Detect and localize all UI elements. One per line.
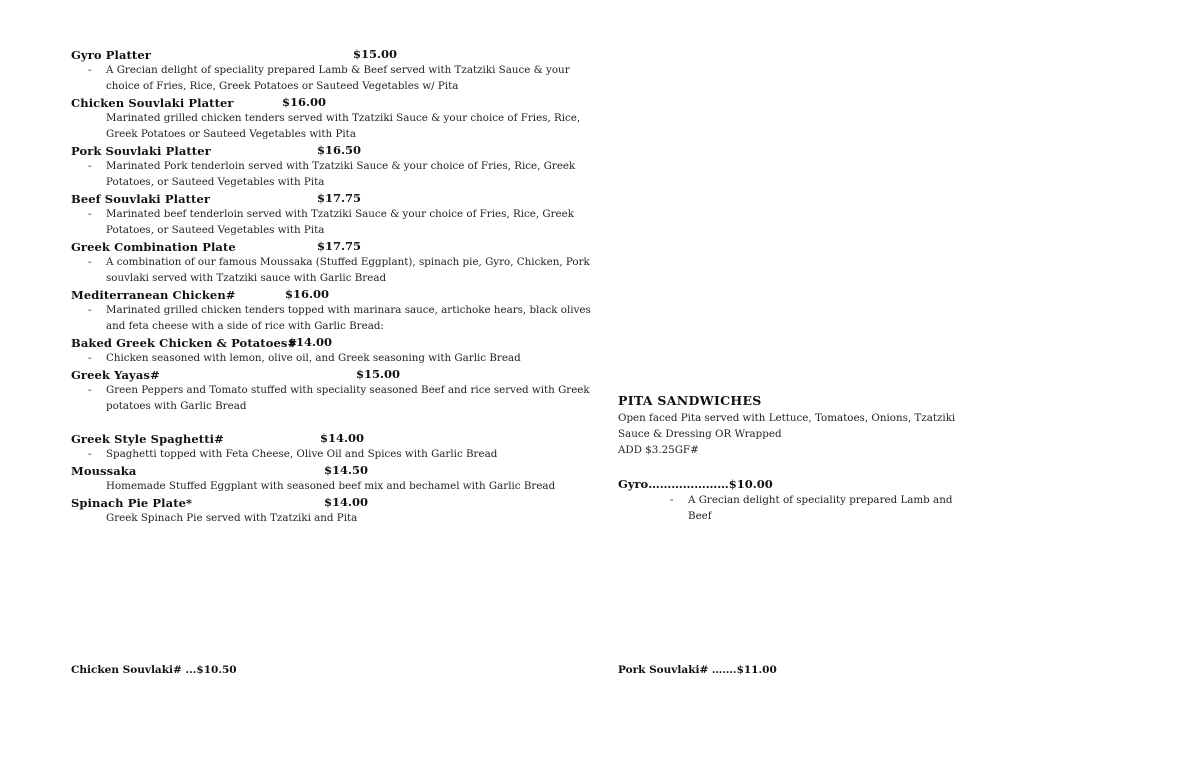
- bullet-dash: -: [88, 160, 92, 172]
- item-name: Mediterranean Chicken#: [71, 288, 236, 302]
- item-price: $15.00: [356, 367, 401, 381]
- gyro-sandwich-description: [618, 492, 978, 524]
- item-description-text: Marinated Pork tenderloin served with Tzatziki Sauce & your choice of Fries, Rice, Greek Potatoes, or Sauteed Vegetables with Pita: [106, 160, 576, 188]
- menu-item-mediterranean-chicken: [71, 286, 591, 334]
- bullet-dash: -: [88, 304, 92, 316]
- item-price: $17.75: [317, 239, 362, 253]
- item-description: [71, 110, 591, 142]
- section-description: Open faced Pita served with Lettuce, Tomatoes, Onions, Tzatziki Sauce & Dressing OR Wrapped: [618, 412, 956, 440]
- item-description: [71, 206, 591, 238]
- platters-column: [71, 46, 591, 526]
- bullet-dash: -: [88, 352, 92, 364]
- item-description-text: Chicken seasoned with lemon, olive oil, and Greek seasoning with Garlic Bread: [106, 352, 521, 364]
- bullet-dash: -: [88, 64, 92, 76]
- gyro-description-text: A Grecian delight of speciality prepared Lamb and Beef: [688, 494, 953, 522]
- item-price: $14.00: [320, 431, 365, 445]
- item-price: $16.00: [282, 95, 327, 109]
- item-price: $16.00: [285, 287, 330, 301]
- bullet-dash: -: [88, 256, 92, 268]
- menu-item-moussaka: [71, 462, 591, 494]
- menu-item-gyro-platter: [71, 46, 591, 94]
- item-description: [71, 446, 591, 462]
- item-price: $15.00: [353, 47, 398, 61]
- item-description: [71, 382, 591, 414]
- item-name: Greek Combination Plate: [71, 240, 236, 254]
- item-price: $14.00: [324, 495, 369, 509]
- spacer: [71, 414, 591, 430]
- menu-item-greek-combination-plate: [71, 238, 591, 286]
- menu-item-pork-souvlaki-platter: [71, 142, 591, 190]
- section-title: PITA SANDWICHES: [618, 393, 762, 408]
- menu-item-greek-style-spaghetti: [71, 430, 591, 462]
- item-name: Greek Style Spaghetti#: [71, 432, 224, 446]
- item-description: [71, 478, 591, 494]
- chicken-souvlaki-sandwich: Chicken Souvlaki# ...$10.50: [71, 664, 237, 676]
- bullet-dash: -: [88, 384, 92, 396]
- menu-item-chicken-souvlaki-platter: [71, 94, 591, 142]
- item-description: [71, 158, 591, 190]
- add-on-note: ADD $3.25GF#: [618, 444, 699, 456]
- bullet-dash: -: [88, 448, 92, 460]
- item-description-text: Green Peppers and Tomato stuffed with speciality seasoned Beef and rice served with Greek potatoes with Garlic Bread: [106, 384, 590, 412]
- item-description-text: Marinated grilled chicken tenders served with Tzatziki Sauce & your choice of Fries, Rice, Greek Potatoes or Sauteed Vegetables with Pita: [106, 112, 581, 140]
- menu-item-greek-yayas: [71, 366, 591, 414]
- menu-item-baked-greek-chicken: [71, 334, 591, 366]
- pita-sandwiches-section: [618, 392, 978, 524]
- item-description-text: Greek Spinach Pie served with Tzatziki and Pita: [106, 512, 358, 524]
- item-description-text: A combination of our famous Moussaka (Stuffed Eggplant), spinach pie, Gyro, Chicken, Pork souvlaki served with Tzatziki sauce with Garlic Bread: [106, 256, 590, 284]
- item-description: [71, 62, 591, 94]
- item-description-text: A Grecian delight of speciality prepared Lamb & Beef served with Tzatziki Sauce & your choice of Fries, Rice, Greek Potatoes or Sauteed Vegetables w/ Pita: [106, 64, 570, 92]
- menu-item-beef-souvlaki-platter: [71, 190, 591, 238]
- item-name: Baked Greek Chicken & Potatoes#: [71, 336, 298, 350]
- item-description-text: Spaghetti topped with Feta Cheese, Olive Oil and Spices with Garlic Bread: [106, 448, 498, 460]
- item-name: Greek Yayas#: [71, 368, 160, 382]
- item-name: Beef Souvlaki Platter: [71, 192, 211, 206]
- item-description-text: Homemade Stuffed Eggplant with seasoned beef mix and bechamel with Garlic Bread: [106, 480, 556, 492]
- item-name: Moussaka: [71, 464, 137, 478]
- bullet-dash: -: [670, 494, 674, 506]
- item-price: $14.00: [288, 335, 333, 349]
- item-description-text: Marinated beef tenderloin served with Tzatziki Sauce & your choice of Fries, Rice, Greek Potatoes, or Sauteed Vegetables with Pita: [106, 208, 574, 236]
- item-price: $16.50: [317, 143, 362, 157]
- item-name: Spinach Pie Plate*: [71, 496, 193, 510]
- pork-souvlaki-sandwich: Pork Souvlaki# …….$11.00: [618, 664, 777, 676]
- item-description-text: Marinated grilled chicken tenders topped with marinara sauce, artichoke hears, black olives and feta cheese with a side of rice with Garlic Bread:: [106, 304, 591, 332]
- item-description: [71, 254, 591, 286]
- item-name: Gyro Platter: [71, 48, 151, 62]
- item-name: Chicken Souvlaki Platter: [71, 96, 234, 110]
- menu-item-spinach-pie-plate: [71, 494, 591, 526]
- item-description: [71, 510, 591, 526]
- item-price: $14.50: [324, 463, 369, 477]
- item-description: [71, 302, 591, 334]
- item-description: [71, 350, 591, 366]
- item-name: Pork Souvlaki Platter: [71, 144, 211, 158]
- bullet-dash: -: [88, 208, 92, 220]
- item-price: $17.75: [317, 191, 362, 205]
- gyro-sandwich-line: Gyro…………………$10.00: [618, 477, 773, 491]
